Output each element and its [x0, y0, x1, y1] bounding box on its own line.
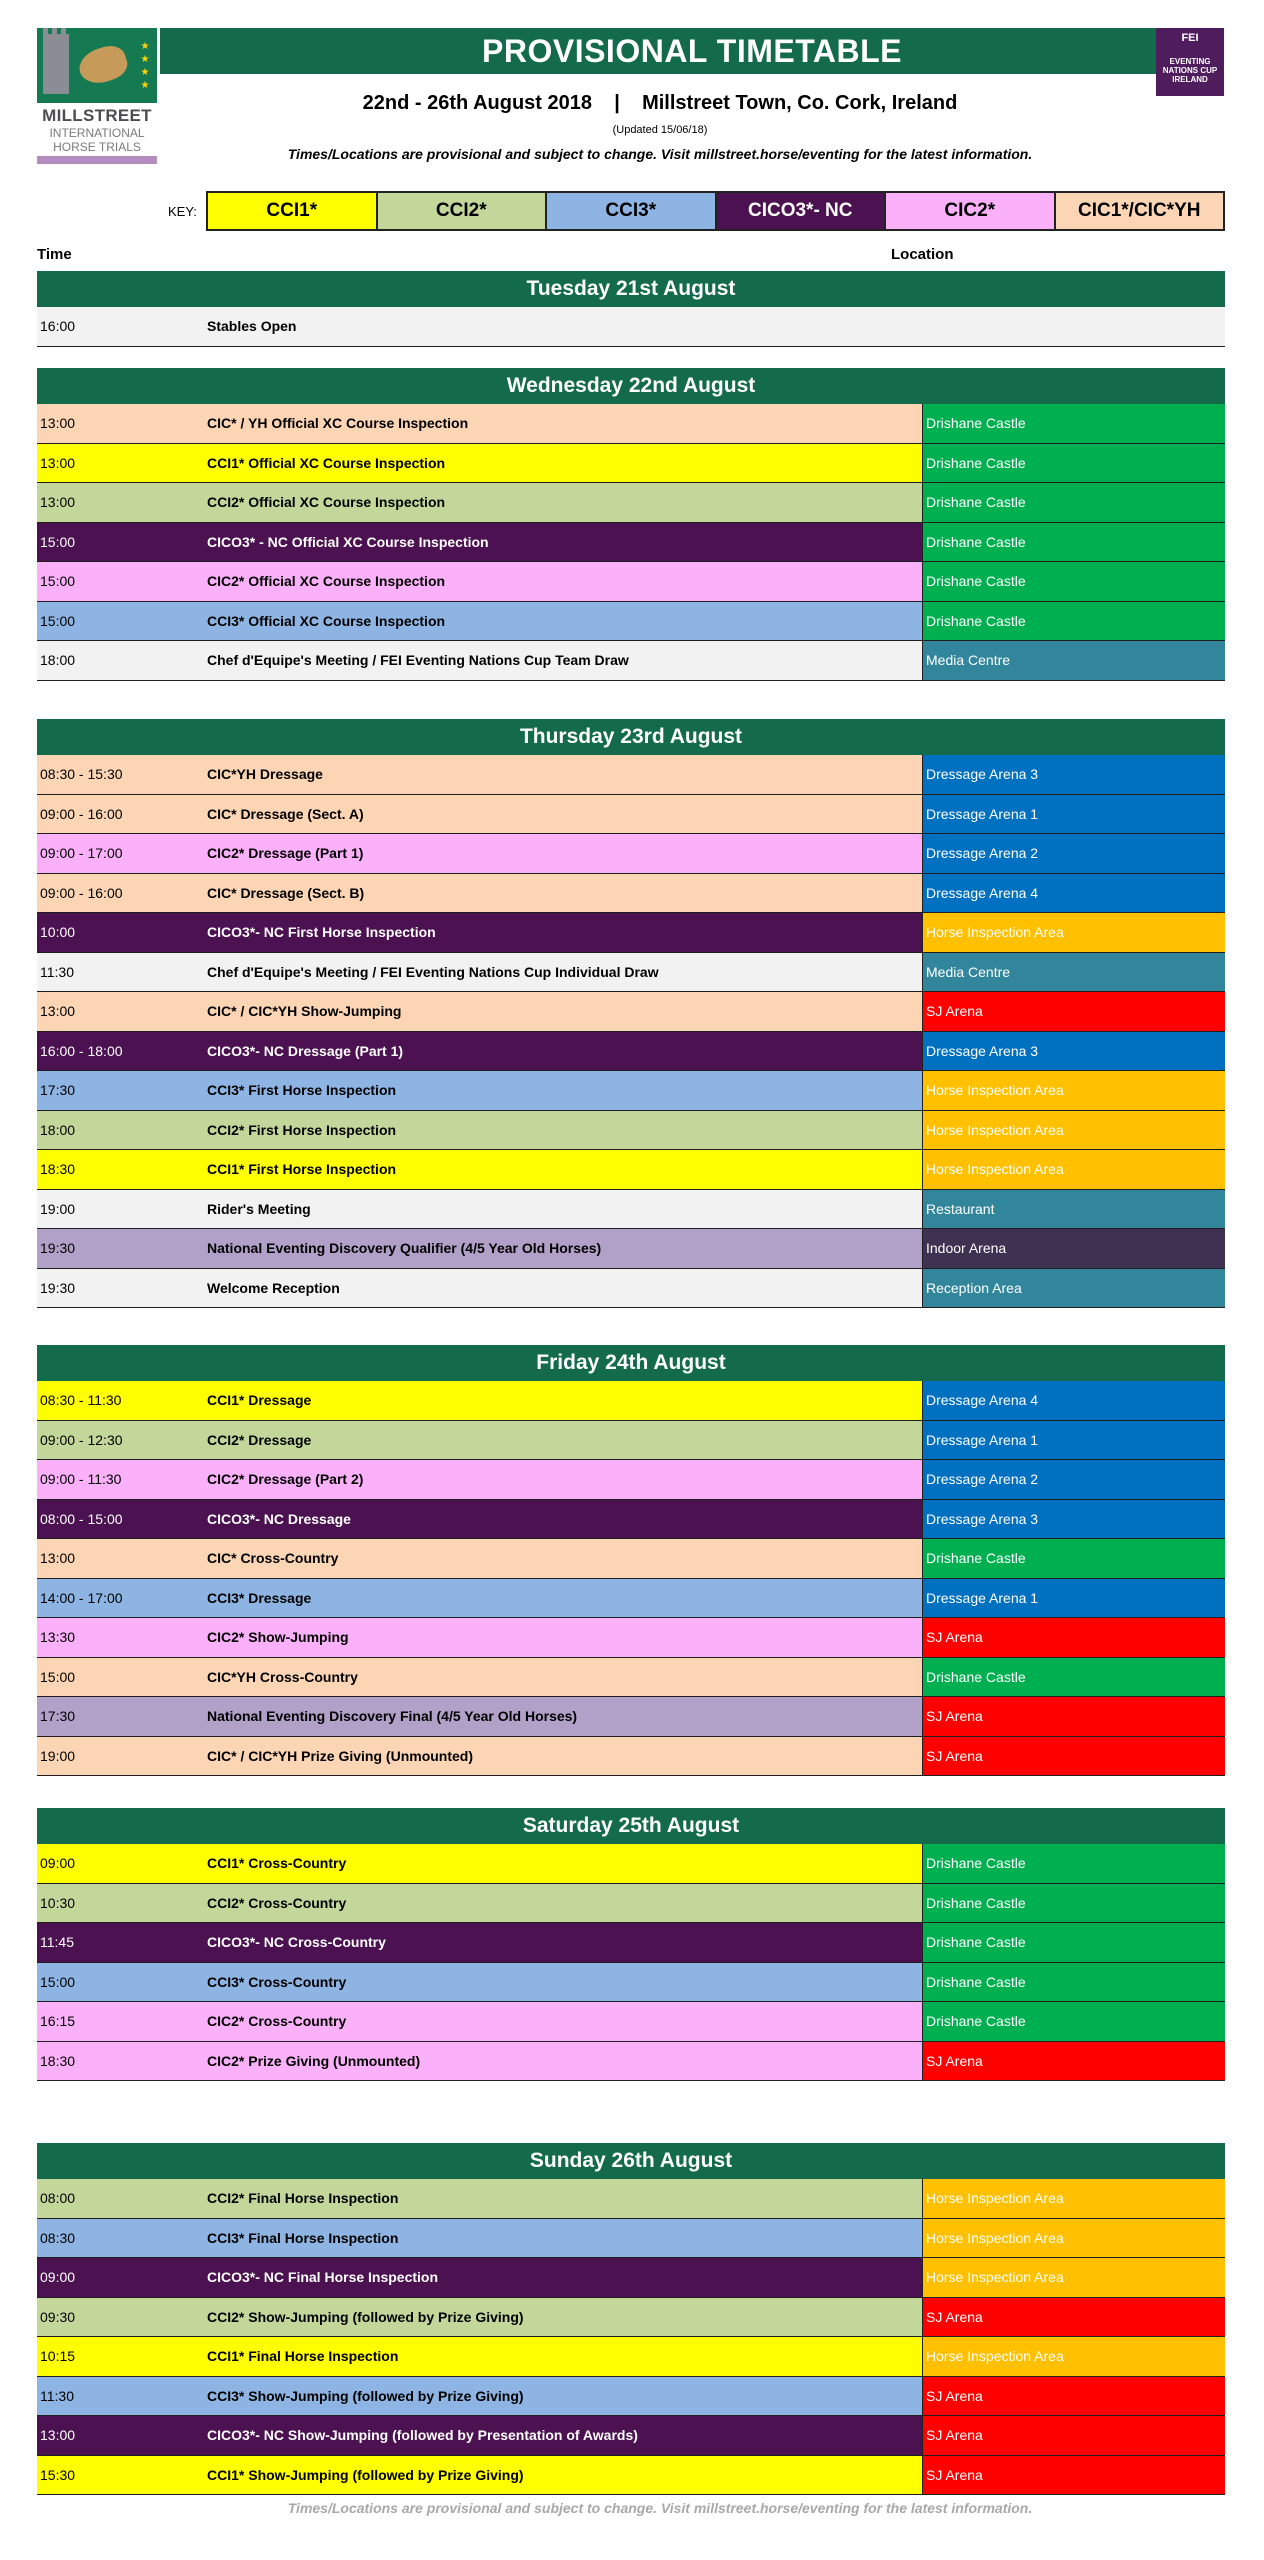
row-location: Horse Inspection Area [922, 1111, 1225, 1150]
row-time: 09:00 - 17:00 [37, 834, 207, 873]
row-location: Dressage Arena 4 [922, 874, 1225, 913]
table-row [37, 1111, 1225, 1151]
row-event: CIC2* Prize Giving (Unmounted) [207, 2042, 922, 2081]
row-location: Drishane Castle [922, 404, 1225, 443]
key-label: KEY: [168, 204, 197, 219]
row-location: Drishane Castle [922, 1539, 1225, 1578]
row-time: 17:30 [37, 1697, 207, 1736]
updated-date: (Updated 15/06/18) [612, 124, 708, 136]
row-time: 15:00 [37, 523, 207, 562]
table-row [37, 2179, 1225, 2219]
row-location: Horse Inspection Area [922, 2337, 1225, 2376]
table-row [37, 1579, 1225, 1619]
row-event: CCI1* Cross-Country [207, 1844, 922, 1883]
row-time: 19:30 [37, 1269, 207, 1308]
table-row [37, 1500, 1225, 1540]
row-event: CIC2* Show-Jumping [207, 1618, 922, 1657]
row-location: Drishane Castle [922, 444, 1225, 483]
row-event: CIC2* Dressage (Part 1) [207, 834, 922, 873]
row-location: SJ Arena [922, 1618, 1225, 1657]
row-time: 09:00 - 11:30 [37, 1460, 207, 1499]
row-time: 09:00 - 16:00 [37, 874, 207, 913]
table-row [37, 404, 1225, 444]
event-venue: Millstreet Town, Co. Cork, Ireland [642, 92, 958, 114]
table-row [37, 562, 1225, 602]
table-row [37, 2258, 1225, 2298]
row-time: 18:30 [37, 1150, 207, 1189]
row-time: 16:15 [37, 2002, 207, 2041]
row-time: 11:45 [37, 1923, 207, 1962]
row-event: CCI1* Dressage [207, 1381, 922, 1420]
row-time: 11:30 [37, 953, 207, 992]
row-time: 16:00 [37, 307, 207, 346]
row-location [922, 307, 1225, 346]
millstreet-logo [37, 28, 157, 164]
table-row [37, 1658, 1225, 1698]
row-time: 08:00 - 15:00 [37, 1500, 207, 1539]
row-location: Reception Area [922, 1269, 1225, 1308]
row-location: Drishane Castle [922, 1658, 1225, 1697]
row-time: 19:30 [37, 1229, 207, 1268]
table-row [37, 1884, 1225, 1924]
horse-jumping-emblem-icon [37, 28, 157, 103]
row-event: CCI2* Show-Jumping (followed by Prize Giving) [207, 2298, 922, 2337]
row-event: CIC* Dressage (Sect. A) [207, 795, 922, 834]
row-location: Restaurant [922, 1190, 1225, 1229]
disclaimer: Times/Locations are provisional and subject to change. Visit millstreet.horse/eventing for the latest information. [287, 146, 1033, 162]
row-time: 19:00 [37, 1190, 207, 1229]
table-row [37, 2337, 1225, 2377]
row-time: 18:00 [37, 1111, 207, 1150]
row-location: Drishane Castle [922, 562, 1225, 601]
row-event: Welcome Reception [207, 1269, 922, 1308]
row-time: 15:00 [37, 1658, 207, 1697]
table-row [37, 307, 1225, 347]
row-time: 08:30 - 15:30 [37, 755, 207, 794]
table-row [37, 2456, 1225, 2496]
row-location: SJ Arena [922, 1737, 1225, 1776]
table-row [37, 1697, 1225, 1737]
table-row [37, 523, 1225, 563]
page-title: PROVISIONAL TIMETABLE [160, 28, 1224, 74]
row-location: Dressage Arena 2 [922, 834, 1225, 873]
table-row [37, 2219, 1225, 2259]
row-time: 18:30 [37, 2042, 207, 2081]
row-event: CCI3* Dressage [207, 1579, 922, 1618]
row-location: SJ Arena [922, 992, 1225, 1031]
row-location: Horse Inspection Area [922, 2179, 1225, 2218]
row-time: 13:00 [37, 992, 207, 1031]
table-row [37, 913, 1225, 953]
key-item: CCI1* [208, 193, 378, 229]
table-row [37, 992, 1225, 1032]
row-time: 15:00 [37, 562, 207, 601]
row-location: Media Centre [922, 953, 1225, 992]
logo-name: MILLSTREET [42, 106, 152, 125]
table-row [37, 795, 1225, 835]
event-dates: 22nd - 26th August 2018 [362, 92, 592, 114]
day-title: Thursday 23rd August [37, 719, 1225, 755]
row-location: Dressage Arena 3 [922, 1032, 1225, 1071]
day-section [37, 1345, 1225, 1776]
row-time: 09:00 - 12:30 [37, 1421, 207, 1460]
day-title: Saturday 25th August [37, 1808, 1225, 1844]
table-row [37, 1963, 1225, 2003]
row-time: 19:00 [37, 1737, 207, 1776]
row-location: Drishane Castle [922, 1884, 1225, 1923]
row-event: CCI2* Cross-Country [207, 1884, 922, 1923]
row-time: 10:30 [37, 1884, 207, 1923]
fei-nations-cup-logo [1156, 28, 1224, 96]
day-section [37, 271, 1225, 347]
row-time: 10:00 [37, 913, 207, 952]
row-event: CICO3*- NC Dressage [207, 1500, 922, 1539]
row-time: 13:30 [37, 1618, 207, 1657]
table-row [37, 1737, 1225, 1777]
key-item: CCI3* [547, 193, 717, 229]
row-location: Drishane Castle [922, 1963, 1225, 2002]
table-row [37, 483, 1225, 523]
row-event: CCI2* Dressage [207, 1421, 922, 1460]
table-row [37, 1071, 1225, 1111]
row-location: Indoor Arena [922, 1229, 1225, 1268]
table-row [37, 602, 1225, 642]
row-location: Dressage Arena 1 [922, 795, 1225, 834]
row-location: Dressage Arena 3 [922, 1500, 1225, 1539]
table-row [37, 2298, 1225, 2338]
table-row [37, 2042, 1225, 2082]
row-event: National Eventing Discovery Qualifier (4/5 Year Old Horses) [207, 1229, 922, 1268]
row-event: Chef d'Equipe's Meeting / FEI Eventing Nations Cup Individual Draw [207, 953, 922, 992]
row-location: Media Centre [922, 641, 1225, 680]
table-row [37, 444, 1225, 484]
table-row [37, 834, 1225, 874]
row-event: CICO3*- NC First Horse Inspection [207, 913, 922, 952]
day-title: Tuesday 21st August [37, 271, 1225, 307]
row-event: CIC*YH Cross-Country [207, 1658, 922, 1697]
location-column-header: Location [891, 246, 954, 263]
row-location: Horse Inspection Area [922, 1150, 1225, 1189]
day-title: Friday 24th August [37, 1345, 1225, 1381]
row-event: CICO3*- NC Cross-Country [207, 1923, 922, 1962]
table-row [37, 1618, 1225, 1658]
row-event: Rider's Meeting [207, 1190, 922, 1229]
row-event: CCI3* Final Horse Inspection [207, 2219, 922, 2258]
row-location: Dressage Arena 4 [922, 1381, 1225, 1420]
row-time: 15:00 [37, 602, 207, 641]
table-row [37, 874, 1225, 914]
table-row [37, 1923, 1225, 1963]
row-event: CIC* / YH Official XC Course Inspection [207, 404, 922, 443]
row-time: 13:00 [37, 483, 207, 522]
row-time: 17:30 [37, 1071, 207, 1110]
table-row [37, 641, 1225, 681]
table-row [37, 1381, 1225, 1421]
table-row [37, 2416, 1225, 2456]
separator: | [614, 92, 620, 114]
row-event: CCI3* Show-Jumping (followed by Prize Giving) [207, 2377, 922, 2416]
row-location: Horse Inspection Area [922, 2219, 1225, 2258]
row-time: 13:00 [37, 2416, 207, 2455]
row-time: 14:00 - 17:00 [37, 1579, 207, 1618]
row-location: Drishane Castle [922, 2002, 1225, 2041]
table-row [37, 1229, 1225, 1269]
logo-subtitle: INTERNATIONAL HORSE TRIALS [49, 126, 145, 154]
table-row [37, 953, 1225, 993]
row-event: CCI2* Official XC Course Inspection [207, 483, 922, 522]
logo-strip [37, 156, 157, 164]
horse-rider-icon [75, 41, 131, 88]
row-time: 09:30 [37, 2298, 207, 2337]
table-row [37, 1032, 1225, 1072]
key-item: CICO3*- NC [717, 193, 887, 229]
row-event: CICO3* - NC Official XC Course Inspection [207, 523, 922, 562]
castle-tower-icon [43, 34, 69, 94]
row-event: CICO3*- NC Dressage (Part 1) [207, 1032, 922, 1071]
row-location: Drishane Castle [922, 483, 1225, 522]
table-row [37, 1460, 1225, 1500]
row-event: CIC* / CIC*YH Prize Giving (Unmounted) [207, 1737, 922, 1776]
row-time: 15:30 [37, 2456, 207, 2495]
row-event: National Eventing Discovery Final (4/5 Year Old Horses) [207, 1697, 922, 1736]
row-time: 09:00 [37, 2258, 207, 2297]
row-location: Drishane Castle [922, 602, 1225, 641]
row-time: 18:00 [37, 641, 207, 680]
table-row [37, 1421, 1225, 1461]
row-event: CIC*YH Dressage [207, 755, 922, 794]
row-event: CICO3*- NC Final Horse Inspection [207, 2258, 922, 2297]
row-location: Drishane Castle [922, 1923, 1225, 1962]
row-time: 08:30 [37, 2219, 207, 2258]
key-item: CCI2* [378, 193, 548, 229]
row-event: CIC2* Cross-Country [207, 2002, 922, 2041]
row-location: SJ Arena [922, 2042, 1225, 2081]
row-event: CIC* Dressage (Sect. B) [207, 874, 922, 913]
row-event: CCI3* First Horse Inspection [207, 1071, 922, 1110]
row-location: Drishane Castle [922, 1844, 1225, 1883]
row-location: SJ Arena [922, 2416, 1225, 2455]
row-event: CCI1* Final Horse Inspection [207, 2337, 922, 2376]
day-title: Sunday 26th August [37, 2143, 1225, 2179]
row-event: CCI2* First Horse Inspection [207, 1111, 922, 1150]
row-time: 16:00 - 18:00 [37, 1032, 207, 1071]
table-row [37, 2002, 1225, 2042]
row-location: Drishane Castle [922, 523, 1225, 562]
row-location: SJ Arena [922, 1697, 1225, 1736]
row-time: 10:15 [37, 2337, 207, 2376]
row-location: SJ Arena [922, 2456, 1225, 2495]
row-location: SJ Arena [922, 2377, 1225, 2416]
row-event: CCI1* First Horse Inspection [207, 1150, 922, 1189]
row-time: 08:00 [37, 2179, 207, 2218]
row-time: 11:30 [37, 2377, 207, 2416]
row-time: 09:00 [37, 1844, 207, 1883]
day-title: Wednesday 22nd August [37, 368, 1225, 404]
row-time: 08:30 - 11:30 [37, 1381, 207, 1420]
table-row [37, 1539, 1225, 1579]
stars-icon: ★ ★ ★ ★ [140, 41, 150, 91]
colour-key [206, 191, 1225, 231]
row-location: Dressage Arena 1 [922, 1421, 1225, 1460]
key-item: CIC1*/CIC*YH [1056, 193, 1224, 229]
event-dates-venue [160, 92, 1160, 115]
row-time: 09:00 - 16:00 [37, 795, 207, 834]
row-location: Horse Inspection Area [922, 2258, 1225, 2297]
row-location: Dressage Arena 1 [922, 1579, 1225, 1618]
table-row [37, 1269, 1225, 1309]
row-event: CICO3*- NC Show-Jumping (followed by Presentation of Awards) [207, 2416, 922, 2455]
row-location: Horse Inspection Area [922, 1071, 1225, 1110]
footer-disclaimer: Times/Locations are provisional and subject to change. Visit millstreet.horse/eventing for the latest information. [287, 2500, 1033, 2516]
day-section [37, 719, 1225, 1308]
row-location: SJ Arena [922, 2298, 1225, 2337]
row-event: Chef d'Equipe's Meeting / FEI Eventing Nations Cup Team Draw [207, 641, 922, 680]
row-event: CCI1* Show-Jumping (followed by Prize Giving) [207, 2456, 922, 2495]
table-row [37, 755, 1225, 795]
day-section [37, 368, 1225, 681]
row-event: CCI3* Official XC Course Inspection [207, 602, 922, 641]
row-event: CIC2* Official XC Course Inspection [207, 562, 922, 601]
row-event: CIC* Cross-Country [207, 1539, 922, 1578]
row-time: 13:00 [37, 444, 207, 483]
row-event: CCI3* Cross-Country [207, 1963, 922, 2002]
table-row [37, 2377, 1225, 2417]
table-row [37, 1190, 1225, 1230]
row-location: Dressage Arena 3 [922, 755, 1225, 794]
table-row [37, 1150, 1225, 1190]
row-time: 13:00 [37, 1539, 207, 1578]
row-event: CCI1* Official XC Course Inspection [207, 444, 922, 483]
row-event: CCI2* Final Horse Inspection [207, 2179, 922, 2218]
row-location: Horse Inspection Area [922, 913, 1225, 952]
table-row [37, 1844, 1225, 1884]
fei-mark: FEI [1181, 32, 1199, 44]
time-column-header: Time [37, 246, 72, 263]
fei-logo-text: EVENTING NATIONS CUP IRELAND [1162, 57, 1218, 84]
key-item: CIC2* [886, 193, 1056, 229]
row-event: Stables Open [207, 307, 922, 346]
row-location: Dressage Arena 2 [922, 1460, 1225, 1499]
day-section [37, 2143, 1225, 2495]
row-time: 15:00 [37, 1963, 207, 2002]
row-event: CIC* / CIC*YH Show-Jumping [207, 992, 922, 1031]
row-time: 13:00 [37, 404, 207, 443]
row-event: CIC2* Dressage (Part 2) [207, 1460, 922, 1499]
day-section [37, 1808, 1225, 2081]
